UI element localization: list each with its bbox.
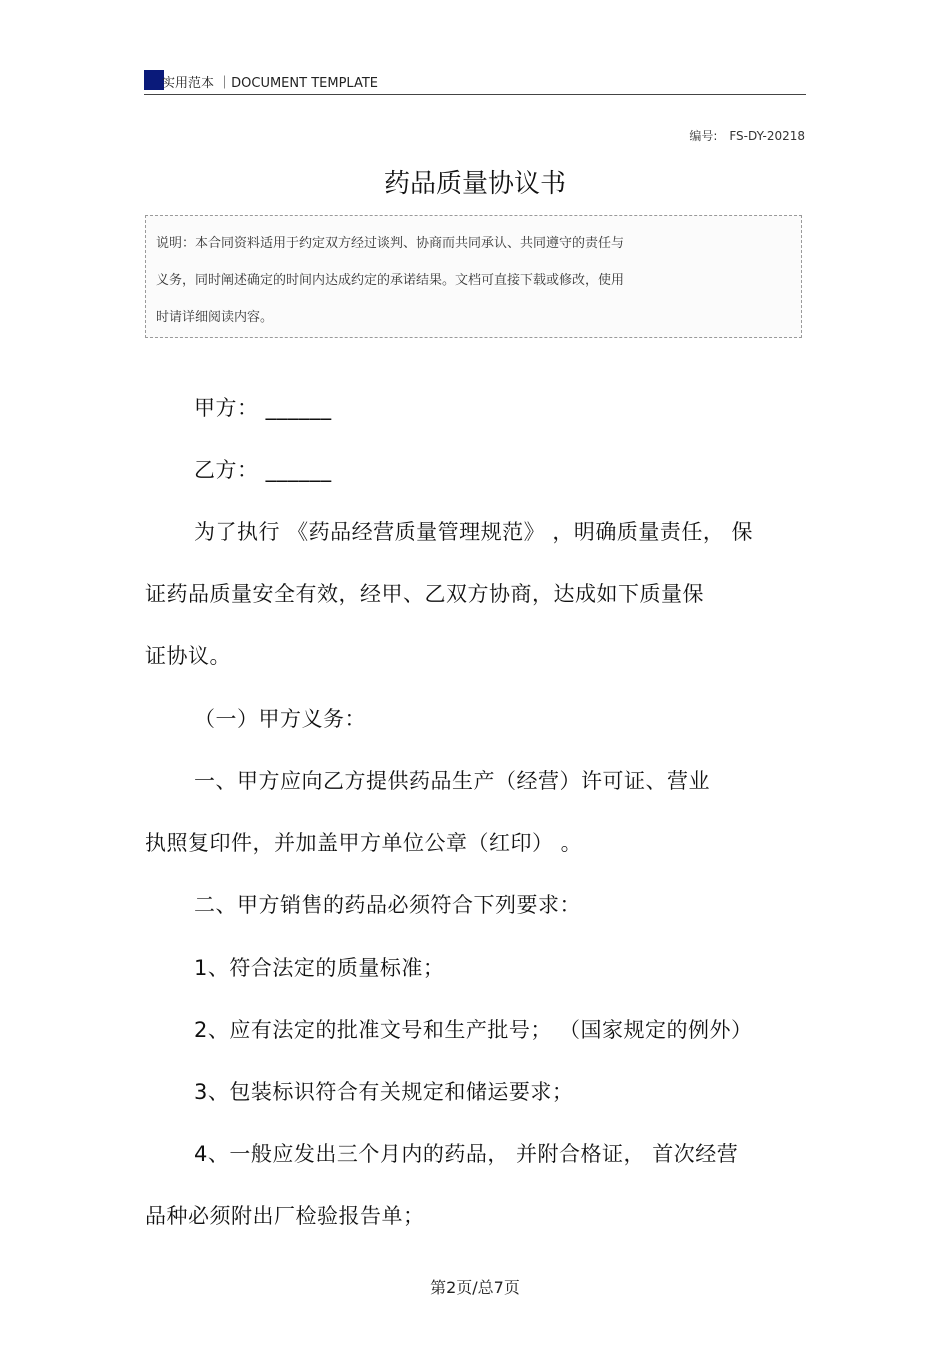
intro-paragraph-line: 证协议。 xyxy=(145,644,231,668)
sub-clause-line: 品种必须附出厂检验报告单； xyxy=(145,1204,425,1228)
party-b-line: 乙方： ______ xyxy=(194,458,332,482)
sub-clause-line: 4、一般应发出三个月内的药品， 并附合格证， 首次经营 xyxy=(194,1142,739,1166)
clause-line: 二、甲方销售的药品必须符合下列要求： xyxy=(194,893,581,917)
document-title: 药品质量协议书 xyxy=(383,169,566,199)
notice-line: 时请详细阅读内容。 xyxy=(156,310,274,325)
notice-line: 说明：本合同资料适用于约定双方经过谈判、协商而共同承认、共同遵守的责任与 xyxy=(156,236,625,251)
document-number-value: FS-DY-20218 xyxy=(729,129,805,143)
header-text: 实用范本 ｜DOCUMENT TEMPLATE xyxy=(162,76,378,91)
notice-box xyxy=(145,215,802,338)
sub-clause-line: 1、符合法定的质量标准； xyxy=(194,956,445,980)
page-indicator: 第2页/总7页 xyxy=(430,1278,520,1297)
clause-line: 执照复印件，并加盖甲方单位公章（红印） 。 xyxy=(145,831,583,855)
intro-paragraph-line: 为了执行 《药品经营质量管理规范》 ，明确质量责任， 保 xyxy=(194,520,754,544)
document-number xyxy=(689,127,805,144)
document-number-label: 编号: xyxy=(689,129,718,143)
section-heading: （一）甲方义务： xyxy=(194,707,366,731)
logo-square-icon xyxy=(144,70,164,90)
party-a-line: 甲方： ______ xyxy=(194,396,332,420)
clause-line: 一、甲方应向乙方提供药品生产（经营）许可证、营业 xyxy=(194,769,710,793)
intro-paragraph-line: 证药品质量安全有效，经甲、乙双方协商，达成如下质量保 xyxy=(145,582,704,606)
notice-line: 义务，同时阐述确定的时间内达成约定的承诺结果。文档可直接下载或修改，使用 xyxy=(156,273,625,288)
sub-clause-line: 3、包装标识符合有关规定和储运要求； xyxy=(194,1080,574,1104)
page-header xyxy=(144,68,806,95)
sub-clause-line: 2、应有法定的批准文号和生产批号； （国家规定的例外） xyxy=(194,1018,753,1042)
